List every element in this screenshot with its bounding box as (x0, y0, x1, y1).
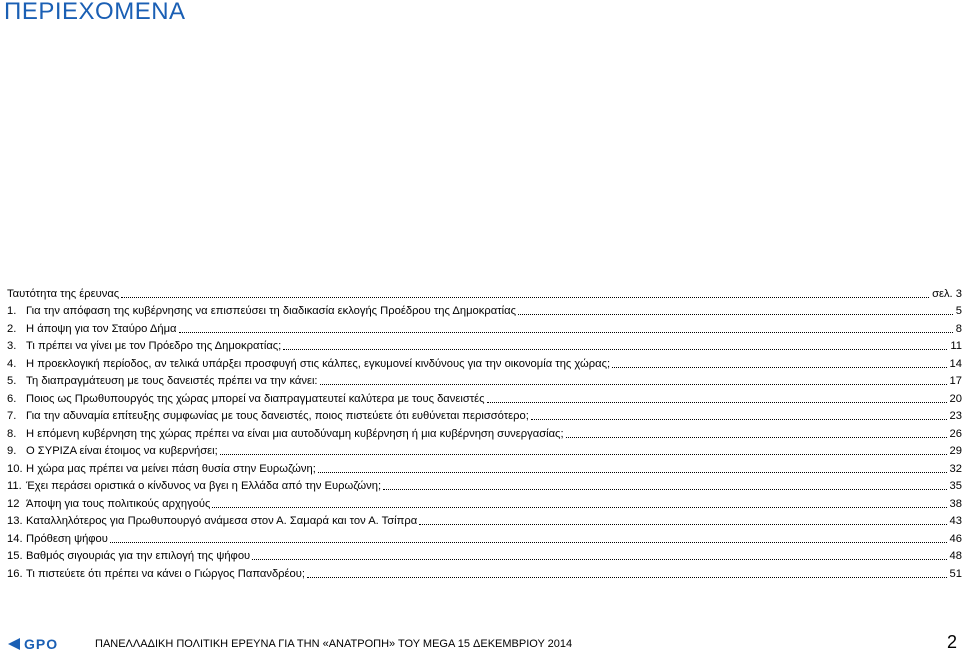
dot-leader (179, 331, 953, 333)
toc-entry-page: 29 (949, 445, 962, 457)
toc-entry-text: Για την απόφαση της κυβέρνησης να επισπεύσει τη διαδικασία εκλογής Προέδρου της Δημοκρατίας (26, 305, 516, 317)
dot-leader (612, 366, 946, 368)
arrow-icon (8, 638, 20, 650)
toc-entry[interactable] (7, 352, 962, 370)
toc-entry-text: Η επόμενη κυβέρνηση της χώρας πρέπει να είναι μια αυτοδύναμη κυβέρνηση ή μια κυβέρνηση συνεργασίας; (26, 427, 564, 440)
toc-entry-text: Για την αδυναμία επίτευξης συμφωνίας με τους δανειστές, ποιος πιστεύετε ότι ευθύνεται περισσότερο; (26, 410, 529, 422)
dot-leader (531, 418, 947, 420)
toc-entry-number: 8. (7, 427, 17, 440)
toc-entry-number: 14. (7, 532, 23, 545)
toc-entry-page: σελ. 3 (932, 287, 962, 300)
toc-entry-page: 20 (949, 392, 962, 405)
table-of-contents (7, 282, 962, 580)
toc-entry[interactable] (7, 282, 962, 300)
toc-entry-text: Τι πιστεύετε ότι πρέπει να κάνει ο Γιώργος Παπανδρέου; (26, 567, 305, 580)
toc-entry-text: Καταλληλότερος για Πρωθυπουργό ανάμεσα στον Α. Σαμαρά και τον Α. Τσίπρα (26, 515, 418, 527)
toc-entry[interactable] (7, 475, 962, 493)
toc-entry-page: 5 (955, 305, 962, 317)
footer-text: ΠΑΝΕΛΛΑΔΙΚΗ ΠΟΛΙΤΙΚΗ ΕΡΕΥΝΑ ΓΙΑ ΤΗΝ «ΑΝΑΤΡΟΠΗ» ΤΟΥ MEGA 15 ΔΕΚΕΜΒΡΙΟΥ 2014 (95, 638, 573, 650)
dot-leader (252, 558, 946, 560)
toc-entry-text: Έχει περάσει οριστικά ο κίνδυνος να βγει η Ελλάδα από την Ευρωζώνη; (26, 480, 382, 492)
toc-entry-text: Άποψη για τους πολιτικούς αρχηγούς (26, 497, 211, 510)
toc-entry-number: 2. (7, 322, 17, 335)
toc-entry-number: 13. (7, 515, 23, 527)
toc-entry-page: 32 (949, 462, 962, 475)
toc-entry[interactable] (7, 440, 962, 458)
toc-entry-number: 10. (7, 462, 23, 475)
toc-entry-page: 23 (949, 410, 962, 422)
dot-leader (518, 313, 953, 315)
toc-entry-page: 14 (949, 357, 962, 370)
toc-entry-page: 8 (955, 322, 962, 335)
toc-entry-text: Ποιος ως Πρωθυπουργός της χώρας μπορεί να διαπραγματευτεί καλύτερα με τους δανειστές (26, 392, 485, 405)
toc-entry-text: Βαθμός σιγουριάς για την επιλογή της ψήφου (26, 550, 251, 562)
toc-entry-page: 38 (949, 497, 962, 510)
dot-leader (307, 576, 947, 578)
toc-entry-text: Ταυτότητα της έρευνας (7, 287, 120, 300)
toc-entry-number: 5. (7, 375, 17, 387)
toc-entry-text: Τη διαπραγμάτευση με τους δανειστές πρέπει να την κάνει: (26, 375, 318, 387)
toc-entry-text: Η προεκλογική περίοδος, αν τελικά υπάρξει προσφυγή στις κάλπες, εγκυμονεί κινδύνους για την οικονομία της χώρας; (26, 357, 611, 370)
dot-leader (320, 383, 947, 385)
dot-leader (318, 471, 947, 473)
toc-entry-page: 26 (949, 427, 962, 440)
toc-entry[interactable] (7, 545, 962, 563)
toc-entry-page: 35 (949, 480, 962, 492)
gpo-logo (8, 636, 88, 652)
toc-entry-number: 6. (7, 392, 17, 405)
dot-leader (121, 296, 929, 298)
toc-entry-number: 11. (7, 480, 22, 492)
toc-entry-text: Πρόθεση ψήφου (26, 532, 108, 545)
dot-leader (566, 436, 947, 438)
page-title: ΠΕΡΙΕΧΟΜΕΝΑ (4, 0, 186, 25)
toc-entry[interactable] (7, 317, 962, 335)
toc-entry[interactable] (7, 335, 962, 353)
toc-entry-text: Η άποψη για τον Σταύρο Δήμα (26, 322, 177, 335)
toc-entry[interactable] (7, 510, 962, 528)
toc-entry[interactable] (7, 422, 962, 440)
toc-entry-number: 1. (7, 305, 17, 317)
dot-leader (283, 348, 947, 350)
toc-entry[interactable] (7, 387, 962, 405)
toc-entry-page: 48 (949, 550, 962, 562)
dot-leader (220, 453, 947, 455)
toc-entry-number: 16. (7, 567, 23, 580)
page-footer (0, 634, 960, 655)
toc-entry-text: Τι πρέπει να γίνει με τον Πρόεδρο της Δημοκρατίας; (26, 340, 282, 352)
toc-entry[interactable] (7, 562, 962, 580)
toc-entry-page: 51 (949, 567, 962, 580)
toc-entry[interactable] (7, 300, 962, 318)
toc-entry-number: 9. (7, 445, 17, 457)
toc-entry[interactable] (7, 492, 962, 510)
dot-leader (419, 523, 946, 525)
toc-entry-page: 11 (950, 340, 962, 352)
toc-entry[interactable] (7, 405, 962, 423)
toc-entry-number: 4. (7, 357, 17, 370)
toc-entry-number: 15. (7, 550, 23, 562)
toc-entry[interactable] (7, 370, 962, 388)
dot-leader (110, 541, 947, 543)
dot-leader (383, 488, 946, 490)
dot-leader (212, 506, 946, 508)
toc-entry-number: 3. (7, 340, 17, 352)
toc-entry-number: 7. (7, 410, 17, 422)
toc-entry[interactable] (7, 527, 962, 545)
toc-entry-page: 46 (949, 532, 962, 545)
toc-entry-text: Ο ΣΥΡΙΖΑ είναι έτοιμος να κυβερνήσει; (26, 445, 218, 457)
toc-entry-text: Η χώρα μας πρέπει να μείνει πάση θυσία στην Ευρωζώνη; (26, 462, 316, 475)
toc-entry-page: 43 (949, 515, 962, 527)
toc-entry-number: 12 (7, 497, 20, 510)
dot-leader (487, 401, 947, 403)
page-number: 2 (947, 632, 958, 652)
toc-entry[interactable] (7, 457, 962, 475)
logo-text: GPO (24, 636, 59, 652)
toc-entry-page: 17 (949, 375, 962, 387)
